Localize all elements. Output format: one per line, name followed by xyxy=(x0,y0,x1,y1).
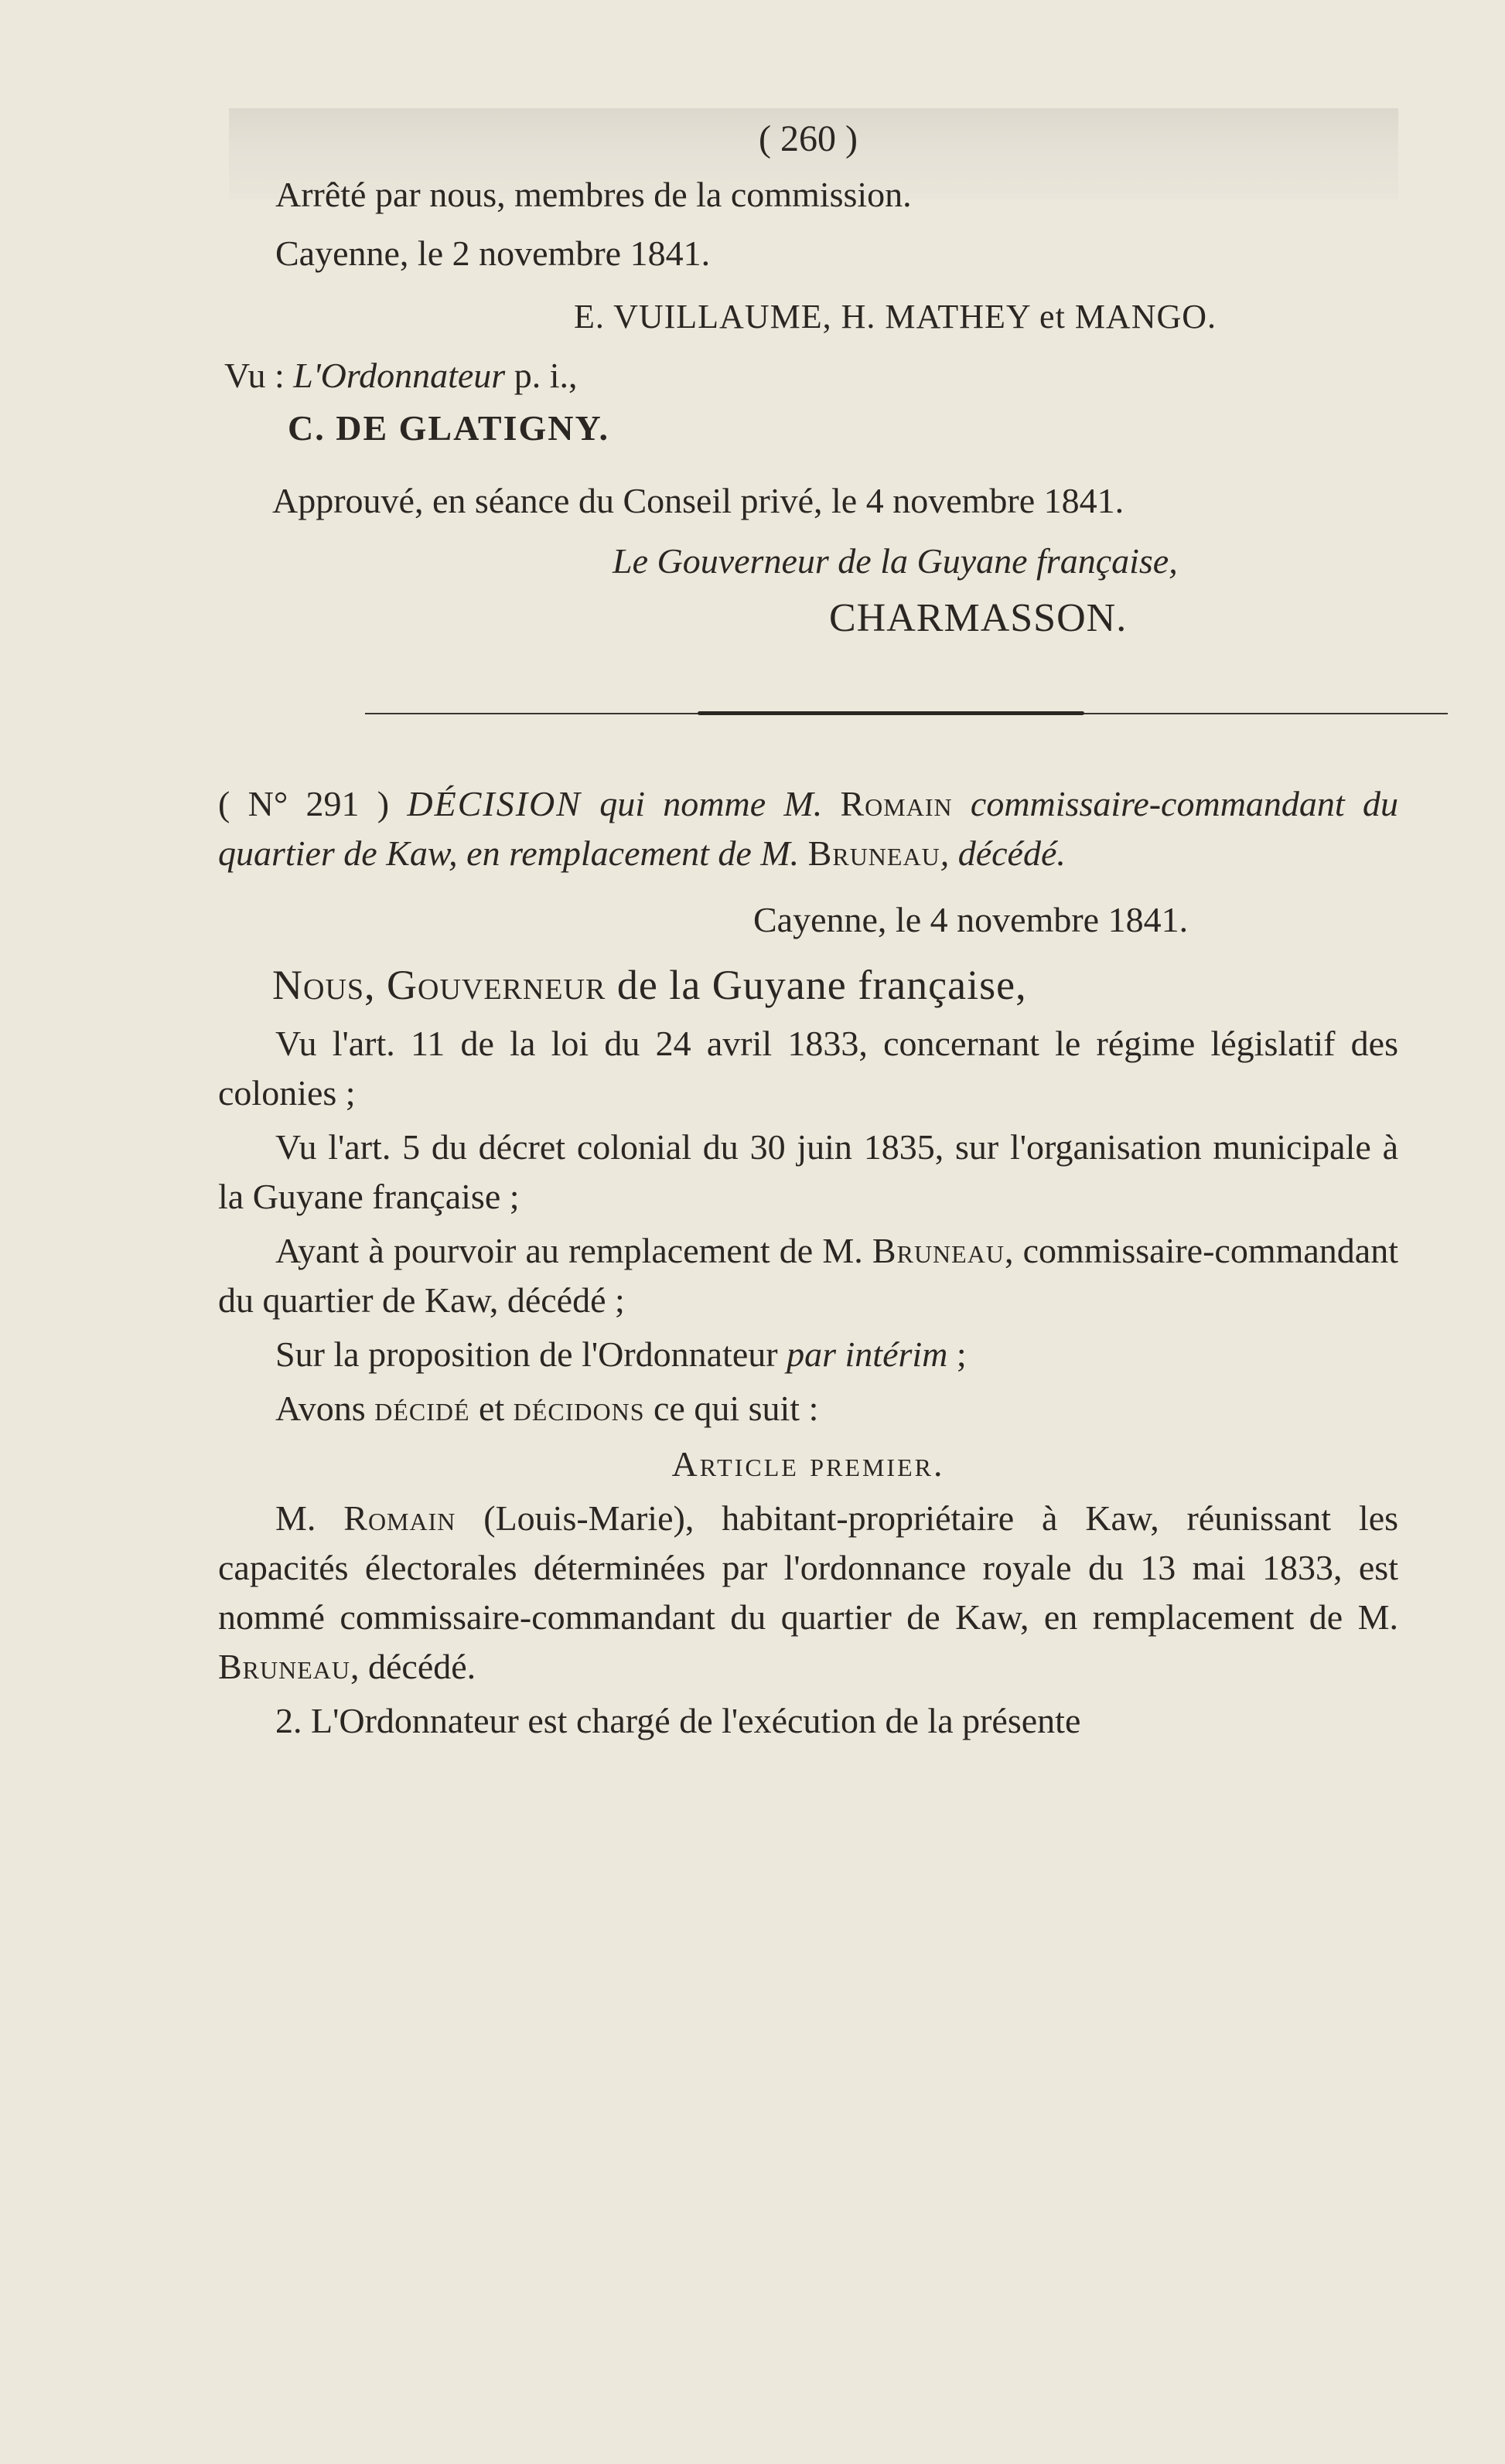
avons-4: décidons xyxy=(513,1389,645,1428)
nous-line xyxy=(272,956,1398,1014)
avons-line xyxy=(218,1384,1398,1433)
section-divider xyxy=(365,713,1448,714)
art1-text-2: (Louis-Marie), habitant-propriétaire à Kaw, réunissant les capacités électorales déterminées par l'ordonnance royale du 13 mai 1833, est nommé commissaire-commandant du quartier de Kaw, en remplacement de M. xyxy=(218,1498,1399,1637)
art1-name-2: Bruneau xyxy=(218,1647,351,1686)
governor-title: Le Gouverneur de la Guyane française, xyxy=(613,541,1178,581)
governor-name: CHARMASSON. xyxy=(829,596,1128,640)
decision-text-2: commissaire-commandant du quartier de Kaw, en remplacement de M. xyxy=(218,784,1398,873)
article-1 xyxy=(218,1494,1398,1692)
proposition-line xyxy=(218,1330,1398,1379)
arrete-line: Arrêté par nous, membres de la commission. xyxy=(275,175,912,214)
vu-suffix: p. i., xyxy=(514,356,578,395)
decision-name-bruneau: Bruneau xyxy=(807,833,940,873)
ayant-name: Bruneau xyxy=(872,1231,1005,1270)
nous-rest: de la Guyane française, xyxy=(616,962,1027,1008)
vu-line xyxy=(224,351,1398,400)
avons-1: Avons xyxy=(275,1389,366,1428)
ayant-text-1: Ayant à pourvoir au remplacement de M. xyxy=(275,1231,863,1270)
proposition-end: ; xyxy=(956,1334,967,1374)
ayant-paragraph xyxy=(218,1226,1398,1325)
decision-title: DÉCISION xyxy=(407,784,582,823)
proposition-italic: par intérim xyxy=(787,1334,948,1374)
page-text xyxy=(218,114,1398,1746)
considerant-2: Vu l'art. 5 du décret colonial du 30 juin 1835, sur l'organisation municipale à la Guyane française ; xyxy=(218,1127,1398,1216)
decision-text-1: qui nomme M. xyxy=(599,784,823,823)
avons-3: et xyxy=(479,1389,505,1428)
art1-text-3: , décédé. xyxy=(350,1647,476,1686)
approval-line: Approuvé, en séance du Conseil privé, le 4 novembre 1841. xyxy=(272,481,1124,520)
page-number: ( 260 ) xyxy=(759,118,858,159)
article-2: 2. L'Ordonnateur est chargé de l'exécution de la présente xyxy=(275,1701,1081,1740)
proposition-text: Sur la proposition de l'Ordonnateur xyxy=(275,1334,778,1374)
avons-2: décidé xyxy=(374,1389,470,1428)
article-heading: Article premier. xyxy=(671,1444,945,1484)
ayant-text-2: , commissaire-commandant du quartier de Kaw, décédé ; xyxy=(218,1231,1399,1320)
art1-text-1: M. xyxy=(275,1498,316,1538)
decision-text-3: , décédé. xyxy=(940,833,1066,873)
date-line-1: Cayenne, le 2 novembre 1841. xyxy=(275,233,711,273)
decision-heading xyxy=(218,779,1398,878)
vu-role: L'Ordonnateur xyxy=(293,356,506,395)
nous-word: Nous, xyxy=(272,962,376,1008)
avons-5: ce qui suit : xyxy=(654,1389,819,1428)
decision-number: ( N° 291 ) xyxy=(218,784,390,823)
decision-name-romain: Romain xyxy=(840,784,953,823)
art1-name: Romain xyxy=(343,1498,456,1538)
considerant-1: Vu l'art. 11 de la loi du 24 avril 1833, concernant le régime législatif des colonies ; xyxy=(218,1024,1398,1113)
vu-name: C. DE GLATIGNY. xyxy=(288,408,609,448)
date-line-2: Cayenne, le 4 novembre 1841. xyxy=(753,900,1189,939)
gouverneur-word: Gouverneur xyxy=(387,962,606,1008)
vu-label: Vu : xyxy=(224,356,285,395)
signatories: E. VUILLAUME, H. MATHEY et MANGO. xyxy=(574,298,1217,336)
